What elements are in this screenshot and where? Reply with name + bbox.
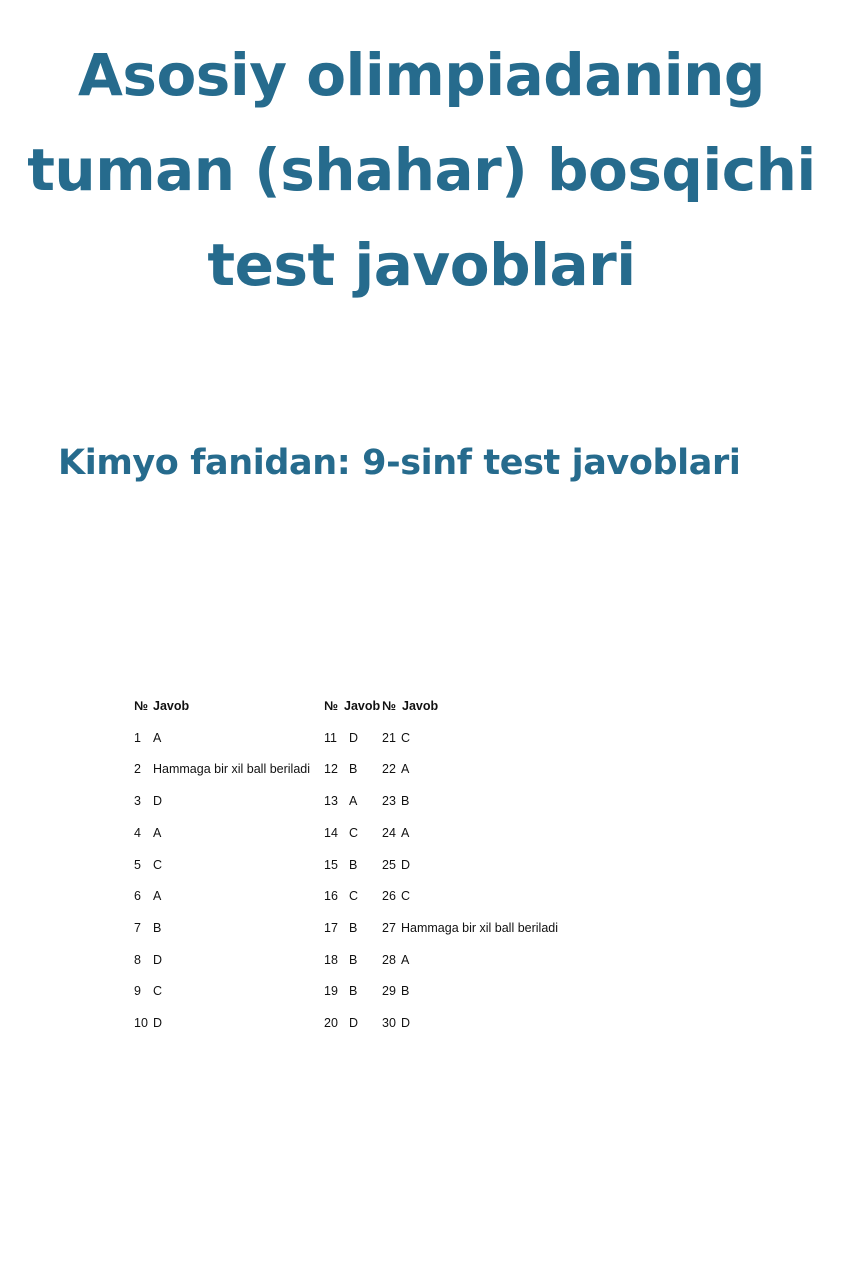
question-number: 7	[134, 920, 141, 935]
question-number: 27	[382, 920, 396, 935]
page-title-line-3: test javoblari	[207, 231, 636, 299]
page-title-line-1: Asosiy olimpiadaning	[78, 41, 765, 109]
question-number: 20	[324, 1016, 338, 1030]
answer-value: D	[349, 1016, 359, 1030]
answer-value: D	[153, 952, 163, 967]
question-number: 29	[382, 984, 396, 999]
question-number: 9	[134, 984, 141, 999]
question-number: 17	[324, 920, 338, 935]
answer-value: B	[349, 762, 358, 777]
answer-value: C	[401, 889, 411, 904]
answer-value: D	[401, 1016, 411, 1030]
answer-value: B	[349, 920, 358, 935]
question-number: 16	[324, 889, 338, 904]
answer-value: Hammaga bir xil ball beriladi	[401, 920, 559, 935]
answer-value: B	[401, 984, 410, 999]
question-number: 24	[382, 825, 396, 840]
question-number: 26	[382, 889, 396, 904]
answer-value: A	[401, 952, 410, 967]
question-number: 5	[134, 857, 141, 872]
answer-value: A	[401, 762, 410, 777]
header-answer: Javob	[153, 699, 190, 713]
question-number: 15	[324, 857, 338, 872]
answer-value: A	[153, 889, 162, 904]
answer-table	[134, 690, 634, 1040]
question-number: 28	[382, 952, 396, 967]
question-number: 6	[134, 889, 141, 904]
question-number: 22	[382, 762, 396, 777]
question-number: 3	[134, 794, 141, 809]
answer-value: D	[153, 1016, 163, 1030]
question-number: 10	[134, 1016, 148, 1030]
answer-value: C	[349, 889, 359, 904]
page-title-line-2: tuman (shahar) bosqichi	[27, 136, 816, 204]
question-number: 30	[382, 1016, 396, 1030]
question-number: 18	[324, 952, 338, 967]
answer-value: A	[153, 730, 162, 745]
answer-value: B	[153, 920, 162, 935]
question-number: 12	[324, 762, 338, 777]
question-number: 14	[324, 825, 338, 840]
question-number: 11	[324, 730, 337, 745]
answer-value: B	[349, 952, 358, 967]
answer-value: B	[401, 794, 410, 809]
header-answer: Javob	[344, 699, 381, 713]
question-number: 2	[134, 762, 141, 777]
header-number: №	[324, 699, 338, 713]
section-subtitle: Kimyo fanidan: 9-sinf test javoblari	[58, 443, 741, 483]
header-number: №	[134, 699, 148, 713]
answer-value: C	[153, 857, 163, 872]
answer-value: D	[153, 794, 163, 809]
question-number: 23	[382, 794, 396, 809]
page-title	[0, 28, 843, 313]
question-number: 1	[134, 730, 141, 745]
question-number: 19	[324, 984, 338, 999]
answer-value: B	[349, 857, 358, 872]
answer-value: A	[349, 794, 358, 809]
answer-value: B	[349, 984, 358, 999]
header-number: №	[382, 699, 396, 713]
answer-value: D	[401, 857, 411, 872]
answer-value: A	[401, 825, 410, 840]
header-answer: Javob	[402, 699, 439, 713]
question-number: 8	[134, 952, 141, 967]
question-number: 4	[134, 825, 141, 840]
answer-value: D	[349, 730, 359, 745]
answer-value: C	[401, 730, 411, 745]
question-number: 25	[382, 857, 396, 872]
answer-value: C	[153, 984, 163, 999]
question-number: 13	[324, 794, 338, 809]
question-number: 21	[382, 730, 396, 745]
answer-value: Hammaga bir xil ball beriladi	[153, 762, 311, 777]
answer-value: A	[153, 825, 162, 840]
answer-value: C	[349, 825, 359, 840]
